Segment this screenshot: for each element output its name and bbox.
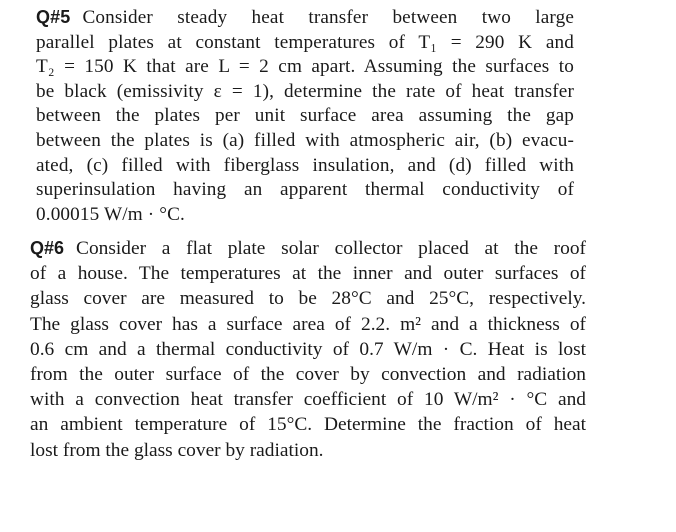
problem-line	[36, 5, 574, 31]
problem-label: Q#6	[30, 238, 65, 258]
problem-line: parallel plates at constant temperatures of T₁ = 290 K and	[36, 31, 574, 53]
problem-line	[30, 236, 586, 261]
problem-text: Consider a flat plate solar collector placed at the roof	[76, 238, 586, 259]
problem-line: superinsulation having an apparent thermal conductivity of	[36, 179, 574, 201]
problem-line: glass cover are measured to be 28°C and 25°C, respectively.	[30, 288, 586, 310]
problem-line: of a house. The temperatures at the inner and outer surfaces of	[30, 263, 586, 285]
problem-line: an ambient temperature of 15°C. Determine the fraction of heat	[30, 414, 586, 436]
problem-line: with a convection heat transfer coefficient of 10 W/m² · °C and	[30, 389, 586, 411]
problem-line: from the outer surface of the cover by convection and radiation	[30, 364, 586, 386]
problem-line: lost from the glass cover by radiation.	[30, 439, 324, 461]
problem-q5	[36, 5, 574, 227]
problem-line: between the plates per unit surface area assuming the gap	[36, 105, 574, 127]
problem-line: 0.00015 W/m · °C.	[36, 203, 185, 225]
problem-line: The glass cover has a surface area of 2.2. m² and a thickness of	[30, 313, 586, 335]
problem-line: between the plates is (a) filled with atmospheric air, (b) evacu-	[36, 129, 574, 151]
problem-line: be black (emissivity ε = 1), determine the rate of heat transfer	[36, 80, 574, 102]
problem-q6	[30, 236, 586, 463]
problem-line: T₂ = 150 K that are L = 2 cm apart. Assuming the surfaces to	[36, 56, 574, 78]
problem-label: Q#5	[36, 7, 71, 27]
problem-line: ated, (c) filled with fiberglass insulation, and (d) filled with	[36, 154, 574, 176]
problem-text: Consider steady heat transfer between two large	[82, 7, 574, 28]
problem-line: 0.6 cm and a thermal conductivity of 0.7 W/m · C. Heat is lost	[30, 338, 586, 360]
